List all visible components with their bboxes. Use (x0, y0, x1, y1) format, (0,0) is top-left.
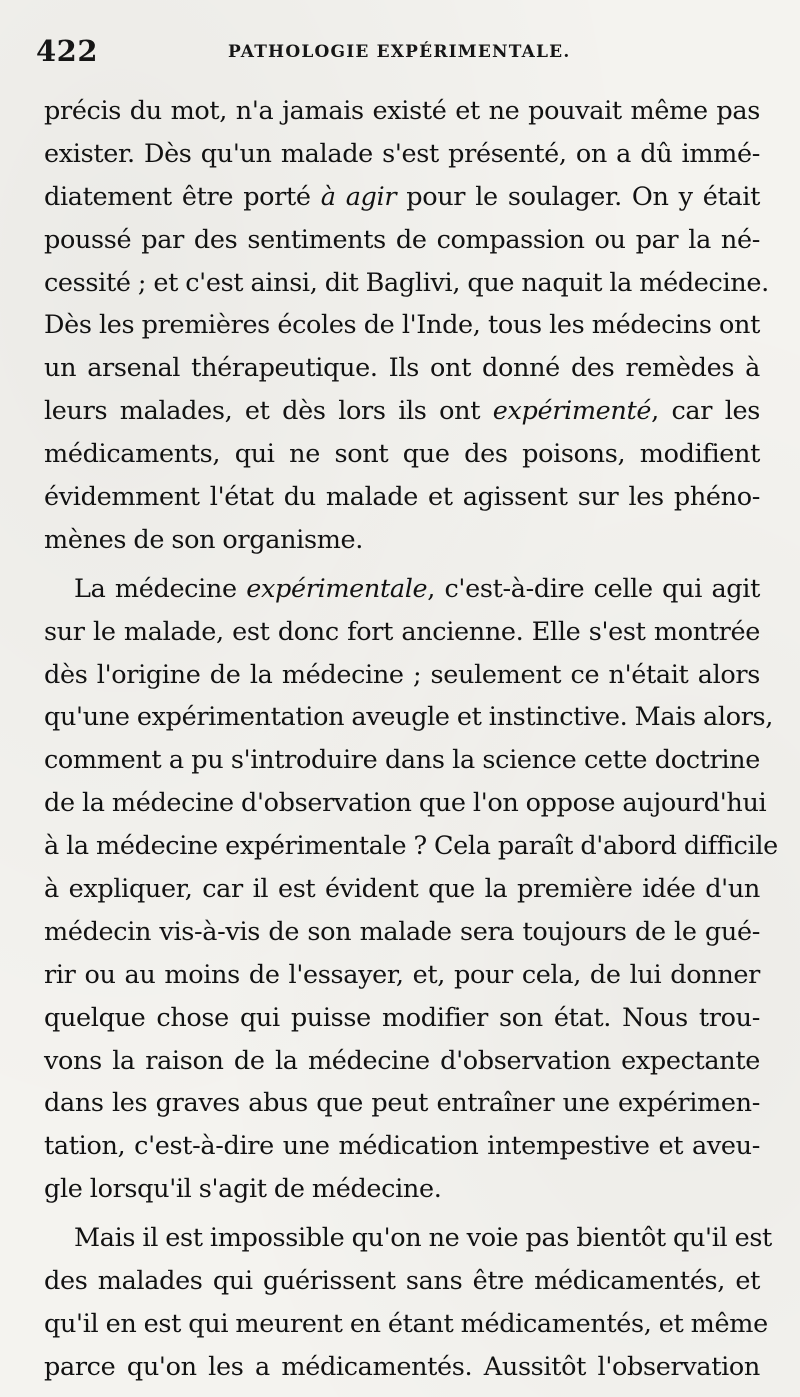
text-line: parce qu'on les a médicamentés. Aussitôt l'observation (44, 1351, 760, 1382)
text-line: médicaments, qui ne sont que des poisons, modifient (44, 439, 760, 470)
text-line: poussé par des sentiments de compassion ou par la né- (44, 224, 760, 255)
text-line: dans les graves abus que peut entraîner une expérimen- (44, 1088, 760, 1119)
text-line: exister. Dès qu'un malade s'est présenté, on a dû immé- (44, 138, 760, 169)
text-segment: pour le soulager. On y était (396, 181, 760, 212)
text-line: cessité ; et c'est ainsi, dit Baglivi, que naquit la médecine. (44, 267, 769, 298)
italic-text: expérimentale (246, 573, 428, 604)
text-line: quelque chose qui puisse modifier son état. Nous trou- (44, 1002, 760, 1033)
text-segment: , c'est-à-dire celle qui agit (427, 573, 760, 604)
text-line (44, 568, 760, 611)
text-line: évidemment l'état du malade et agissent sur les phéno- (44, 482, 760, 513)
text-line: mènes de son organisme. (44, 524, 364, 555)
paragraph (44, 1217, 772, 1389)
paragraph (44, 90, 769, 562)
text-segment: La médecine (74, 573, 247, 604)
text-line: vons la raison de la médecine d'observation expectante (44, 1045, 760, 1076)
text-segment: leurs malades, et dès lors ils ont (44, 396, 493, 427)
text-line (44, 390, 760, 433)
text-line: sur le malade, est donc fort ancienne. Elle s'est montrée (44, 616, 760, 647)
text-line: comment a pu s'introduire dans la science cette doctrine (44, 745, 760, 776)
body-text (44, 90, 778, 1389)
text-line: rir ou au moins de l'essayer, et, pour cela, de lui donner (44, 959, 760, 990)
text-line: Mais il est impossible qu'on ne voie pas bientôt qu'il est (74, 1223, 772, 1254)
text-line: tation, c'est-à-dire une médication intempestive et aveu- (44, 1131, 760, 1162)
running-head: PATHOLOGIE EXPÉRIMENTALE. (228, 42, 571, 62)
text-line: dès l'origine de la médecine ; seulement ce n'était alors (44, 659, 760, 690)
text-line: de la médecine d'observation que l'on oppose aujourd'hui (44, 788, 767, 819)
italic-text: à agir (320, 181, 397, 212)
text-line: à la médecine expérimentale ? Cela paraît d'abord difficile (44, 831, 778, 862)
text-segment: diatement être porté (44, 181, 321, 212)
page-header (36, 34, 766, 74)
text-segment: , car les (651, 396, 760, 427)
text-line: un arsenal thérapeutique. Ils ont donné des remèdes à (44, 353, 760, 384)
paragraph (44, 568, 778, 1211)
text-line (44, 176, 760, 219)
text-line: qu'il en est qui meurent en étant médicamentés, et même (44, 1308, 768, 1339)
page-number: 422 (36, 34, 99, 68)
text-line: Dès les premières écoles de l'Inde, tous les médecins ont (44, 310, 760, 341)
text-line: précis du mot, n'a jamais existé et ne pouvait même pas (44, 96, 760, 126)
text-line: médecin vis-à-vis de son malade sera toujours de le gué- (44, 916, 760, 947)
text-line: qu'une expérimentation aveugle et instinctive. Mais alors, (44, 702, 774, 733)
text-line: gle lorsqu'il s'agit de médecine. (44, 1174, 442, 1205)
text-line: des malades qui guérissent sans être médicamentés, et (44, 1266, 760, 1297)
text-line: à expliquer, car il est évident que la première idée d'un (44, 874, 760, 905)
italic-text: expérimenté (492, 396, 652, 427)
